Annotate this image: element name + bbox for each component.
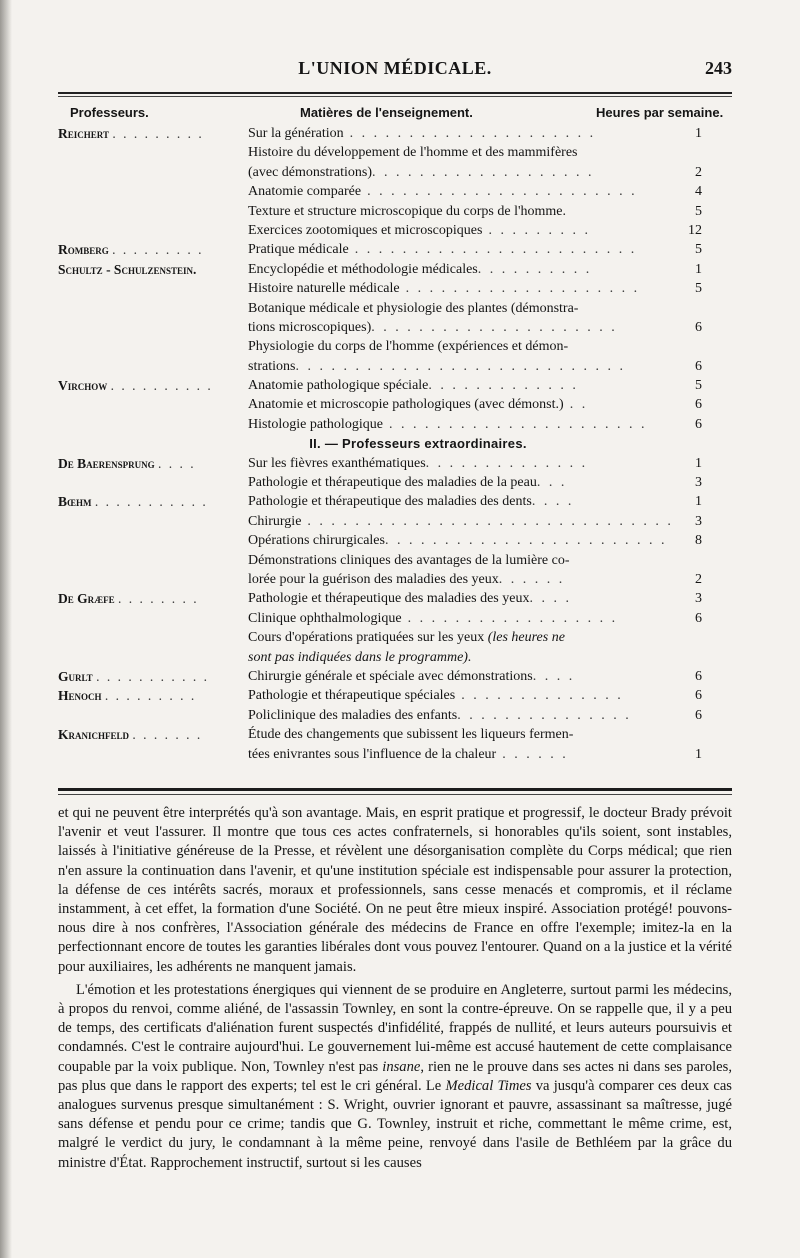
dot-leader: . . . . . . . . . . . . . . . . . . . . . .	[382, 416, 647, 432]
course-subject: Pathologie et thérapeutique spéciales . . . . . . . . . . . . . .	[248, 688, 624, 704]
weekly-hours: 5	[695, 378, 702, 394]
professor-name: Henoch . . . . . . . . .	[58, 688, 197, 704]
course-row	[58, 279, 732, 298]
professor-name: Bœhm . . . . . . . . . . .	[58, 494, 208, 510]
dot-leader: . . . . . . . . .	[112, 126, 204, 141]
italic-note: (les heures ne	[487, 630, 565, 646]
course-row	[58, 551, 732, 570]
course-row	[58, 357, 732, 376]
course-subject: strations. . . . . . . . . . . . . . . . . . . . . . . . . . . .	[248, 358, 626, 374]
course-subject: Exercices zootomiques et microscopiques . . . . . . . . .	[248, 222, 591, 238]
course-row	[58, 415, 732, 434]
course-row	[58, 609, 732, 628]
course-row	[58, 143, 732, 162]
col-header-hours: Heures par semaine.	[596, 105, 724, 120]
course-subject: Physiologie du corps de l'homme (expériences et démon-	[248, 339, 569, 355]
weekly-hours: 3	[695, 591, 702, 607]
col-header-professors: Professeurs.	[70, 105, 149, 120]
dot-leader: . . . . . . . . . . . . . .	[425, 455, 588, 471]
weekly-hours: 6	[695, 416, 702, 432]
section-heading-text: II. — Professeurs extraordinaires.	[309, 436, 527, 452]
weekly-hours: 2	[695, 571, 702, 587]
dot-leader: . . . . . . . . .	[112, 242, 204, 258]
dot-leader: . . . . . . . . . .	[477, 261, 592, 277]
weekly-hours: 6	[695, 358, 702, 374]
course-subject: Chirurgie . . . . . . . . . . . . . . . . . . . . . . . . . . . . . . .	[248, 513, 674, 529]
course-subject: Anatomie comparée . . . . . . . . . . . . . . . . . . . . . . .	[248, 184, 638, 200]
course-row	[58, 337, 732, 356]
course-row	[58, 492, 732, 511]
weekly-hours: 3	[695, 475, 702, 491]
section-rule-thin	[58, 794, 732, 795]
course-subject: Texture et structure microscopique du corps de l'homme.	[248, 203, 567, 219]
dot-leader: . . . . . . . . . .	[110, 378, 213, 394]
weekly-hours: 5	[695, 203, 702, 219]
weekly-hours: 1	[695, 126, 702, 141]
course-row	[58, 531, 732, 550]
course-subject: (avec démonstrations). . . . . . . . . . . . . . . . . . .	[248, 164, 595, 180]
dot-leader: . . . . . .	[496, 746, 569, 762]
dot-leader: . . . . . . . . . . . . . . . . . .	[401, 610, 618, 626]
weekly-hours: 4	[695, 184, 702, 200]
course-row	[58, 589, 732, 608]
course-table	[58, 124, 732, 764]
professor-name: Virchow . . . . . . . . . .	[58, 378, 213, 394]
course-subject: Botanique médicale et physiologie des plantes (démonstra-	[248, 300, 579, 316]
course-row	[58, 628, 732, 647]
course-row	[58, 706, 732, 725]
course-subject: tées enivrantes sous l'influence de la chaleur . . . . . .	[248, 746, 569, 762]
dot-leader: . . . . . . . . . . . . .	[428, 378, 579, 394]
dot-leader: . . . . . . . . . . . . . . . . . . . . .	[371, 319, 618, 335]
paragraph-2: L'émotion et les protestations énergiques qui viennent de se produire en Angleterre, surtout parmi les médecins, à propos du renvoi, comme aliéné, de l'assassin Townley, en sont la contre-épreuve. On se rappelle que, il y a peu de temps, des certificats d'aliénation furent suspectés d'infidélité, frappés de nullité, et leurs auteurs poursuivis et condamnés. C'est le contraire aujourd'hui. Le gouvernement lui-même est accusé hautement de cette complaisance coupable par la voix publique. Non, Townley n'est pas insane, rien ne le prouve dans ses actes ni dans ses paroles, pas plus que dans le rapport des experts; tel est le cri général. Le Medical Times va jusqu'à comparer ces deux cas analogues survenus presque simultanément : S. Wright, ouvrier ignorant et pauvre, assassinant sa maîtresse, jugé sans défense et pendu pour ce crime; tandis que G. Townley, instruit et riche, commettant le même crime, est, malgré le verdict du jury, le condamnant à la même peine, renvoyé dans l'asile de Bethléem par la grâce du ministre d'État. Rapprochement instructif, surtout si les causes	[58, 981, 732, 1171]
dot-leader: . . . . . .	[498, 571, 565, 587]
course-subject: tions microscopiques). . . . . . . . . . . . . . . . . . . . .	[248, 319, 618, 335]
course-subject: lorée pour la guérison des maladies des yeux. . . . . .	[248, 571, 565, 587]
page-number: 243	[705, 58, 732, 78]
course-subject: Pathologie et thérapeutique des maladies des dents. . . .	[248, 494, 574, 510]
course-subject: Anatomie pathologique spéciale. . . . . . . . . . . . .	[248, 378, 579, 394]
dot-leader: . . . . . . . . .	[482, 222, 591, 238]
course-subject: Histologie pathologique . . . . . . . . . . . . . . . . . . . . . .	[248, 416, 647, 432]
course-subject: Chirurgie générale et spéciale avec démonstrations. . . .	[248, 668, 575, 684]
professor-name: Reichert . . . . . . . . .	[58, 126, 204, 141]
dot-leader: . . . . . . . . . . . . . . . . . . . . .	[343, 126, 596, 141]
dot-leader: . . . . . . . .	[118, 591, 199, 607]
weekly-hours: 1	[695, 494, 702, 510]
weekly-hours: 5	[695, 242, 702, 258]
weekly-hours: 6	[695, 319, 702, 335]
course-subject: Histoire naturelle médicale . . . . . . . . . . . . . . . . . . . .	[248, 281, 640, 297]
course-row	[58, 260, 732, 279]
course-row	[58, 454, 732, 473]
italic-medical-times: Medical Times	[445, 1077, 532, 1094]
paragraph-1: et qui ne peuvent être interprétés qu'à son avantage. Mais, en esprit pratique et progressif, le docteur Brady prévoit l'avenir et veut l'assurer. Il montre que tous ces actes confraternels, si honorables qu'ils soient, sont instables, laissés à l'initiative généreuse de la Presse, et révèlent une désorganisation complète du Corps médical; que rien n'en assure la continuation dans l'avenir, et qu'une institution spéciale est indispensable pour assurer la protection, la défense de ces intérêts sacrés, moraux et professionnels, sans cesse menacés et compromis, et il réclame instamment, à cet effet, la formation d'une Société. On ne peut être mieux inspiré. Association protégé! pouvons-nous dire à nos confrères, l'Association générale des médecins de France en offre l'exemple; imitez-la en la perfectionnant encore de toutes les garanties libérales dont vous pouvez l'entourer. Quand on a la justice et la vérité pour auxiliaires, les adhérents ne manquent jamais.	[58, 805, 732, 975]
course-row	[58, 667, 732, 686]
section-rule	[58, 788, 732, 791]
course-row	[58, 318, 732, 337]
course-subject	[248, 648, 692, 667]
weekly-hours: 6	[695, 688, 702, 704]
weekly-hours: 1	[695, 455, 702, 471]
course-row	[58, 648, 732, 667]
dot-leader: . . . . . . . . . . .	[96, 668, 209, 684]
weekly-hours: 6	[695, 397, 702, 413]
journal-title: L'UNION MÉDICALE.	[298, 58, 492, 78]
weekly-hours: 6	[695, 668, 702, 684]
course-subject: Anatomie et microscopie pathologiques (avec démonst.) . .	[248, 397, 588, 413]
course-row	[58, 124, 732, 143]
course-row	[58, 240, 732, 259]
course-row	[58, 182, 732, 201]
article-body	[58, 804, 732, 1177]
course-subject: Sur les fièvres exanthématiques. . . . . . . . . . . . . .	[248, 455, 588, 471]
professor-name: Gurlt . . . . . . . . . . .	[58, 668, 209, 684]
running-header	[58, 58, 732, 84]
course-subject: Opérations chirurgicales. . . . . . . . . . . . . . . . . . . . . . . .	[248, 533, 667, 549]
weekly-hours: 3	[695, 513, 702, 529]
course-row	[58, 163, 732, 182]
course-row	[58, 570, 732, 589]
dot-leader: . . . . . . . . . . . . . . . . . . . . . . .	[361, 184, 638, 200]
weekly-hours: 8	[695, 533, 702, 549]
dot-leader: . . . . . . . . . . . . . . . . . . . . . . . . . . . .	[295, 358, 626, 374]
dot-leader: . . . .	[531, 494, 574, 510]
course-row	[58, 299, 732, 318]
course-subject: Cours d'opérations pratiquées sur les yeux (les heures ne	[248, 630, 565, 646]
header-rule	[58, 92, 732, 94]
italic-note: sont pas indiquées dans le programme).	[248, 649, 472, 665]
dot-leader: . . . . . . . . .	[104, 688, 197, 704]
dot-leader: . . . . . . . . . . . . . . . . . . . . . . . .	[348, 242, 637, 258]
course-row	[58, 512, 732, 531]
dot-leader: . . .	[536, 475, 567, 491]
course-subject: Pratique médicale . . . . . . . . . . . . . . . . . . . . . . . .	[248, 242, 637, 258]
weekly-hours: 12	[688, 222, 702, 238]
professor-name: Kranichfeld . . . . . . .	[58, 727, 203, 743]
course-subject: Clinique ophthalmologique . . . . . . . . . . . . . . . . . .	[248, 610, 618, 626]
professor-name: Schultz - Schulzenstein.	[58, 261, 197, 277]
dot-leader: . . . .	[532, 668, 575, 684]
weekly-hours: 6	[695, 707, 702, 723]
dot-leader: . . . . . . . . . . . . . . . . . . . . . . . . . . . . . . .	[301, 513, 674, 529]
dot-leader: . . . . . . . . . . . . . .	[455, 688, 624, 704]
course-row	[58, 745, 732, 764]
professor-name: De Baerensprung . . . .	[58, 455, 196, 471]
course-subject: Encyclopédie et méthodologie médicales. . . . . . . . . .	[248, 261, 592, 277]
professor-name: Romberg . . . . . . . . .	[58, 242, 204, 258]
section-heading	[58, 434, 732, 453]
header-rule-thin	[58, 96, 732, 97]
italic-insane: insane	[382, 1058, 421, 1075]
course-subject: Sur la génération . . . . . . . . . . . . . . . . . . . . .	[248, 126, 596, 141]
course-row	[58, 725, 732, 744]
course-subject: Pathologie et thérapeutique des maladies des yeux. . . .	[248, 591, 572, 607]
dot-leader: . . . . . . . . . . .	[94, 494, 208, 510]
dot-leader: . . . . . . .	[132, 727, 203, 743]
course-subject: Histoire du développement de l'homme et des mammifères	[248, 145, 578, 161]
course-row	[58, 473, 732, 492]
weekly-hours: 1	[695, 261, 702, 277]
weekly-hours: 5	[695, 281, 702, 297]
professor-name: De Græfe . . . . . . . .	[58, 591, 199, 607]
dot-leader: . . . . . . . . . . . . . . .	[457, 707, 632, 723]
course-row	[58, 221, 732, 240]
weekly-hours: 6	[695, 610, 702, 626]
course-row	[58, 202, 732, 221]
dot-leader: . . . .	[529, 591, 572, 607]
course-row	[58, 376, 732, 395]
weekly-hours: 2	[695, 164, 702, 180]
weekly-hours: 1	[695, 746, 702, 762]
page-edge-shadow	[0, 0, 12, 1258]
col-header-subjects: Matières de l'enseignement.	[300, 105, 473, 120]
dot-leader: . . . .	[158, 455, 196, 471]
dot-leader: . . . . . . . . . . . . . . . . . . . .	[399, 281, 640, 297]
course-subject: Étude des changements que subissent les liqueurs fermen-	[248, 727, 574, 743]
course-subject: Policlinique des maladies des enfants. . . . . . . . . . . . . . .	[248, 707, 632, 723]
course-row	[58, 395, 732, 414]
course-subject: Pathologie et thérapeutique des maladies de la peau. . .	[248, 475, 567, 491]
dot-leader: . .	[563, 397, 588, 413]
course-subject: Démonstrations cliniques des avantages de la lumière co-	[248, 552, 570, 568]
dot-leader: . . . . . . . . . . . . . . . . . . . . . . . .	[384, 533, 667, 549]
dot-leader: . . . . . . . . . . . . . . . . . . .	[372, 164, 595, 180]
course-row	[58, 686, 732, 705]
